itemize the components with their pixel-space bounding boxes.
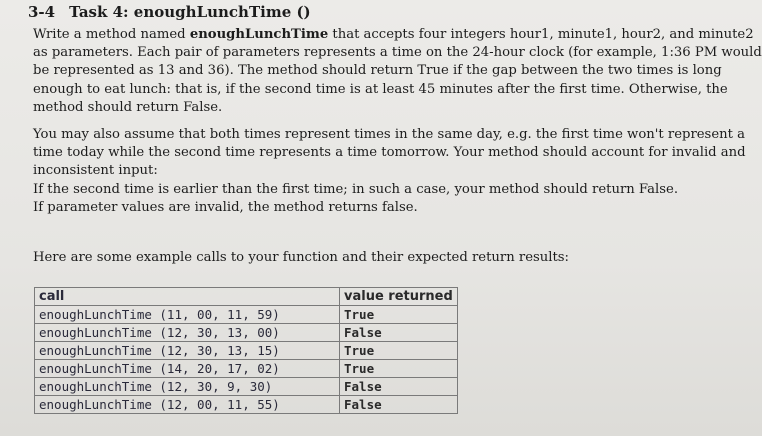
call-cell: enoughLunchTime (12, 00, 11, 55): [35, 396, 340, 414]
method-name: enoughLunchTime: [189, 27, 329, 42]
task-title: Task 4: enoughLunchTime (): [69, 3, 311, 21]
table-row: [35, 342, 458, 360]
header-call: call: [35, 288, 340, 306]
description-paragraph: [33, 26, 762, 117]
value-cell: False: [340, 396, 458, 414]
description-line: method should return False.: [33, 99, 223, 115]
assumption-line: time today while the second time represents a time tomorrow. Your method should account for invalid and: [33, 145, 746, 161]
task-heading: [28, 3, 311, 21]
table-header-row: [35, 288, 458, 306]
assumptions-paragraph: [33, 126, 746, 217]
description-line: as parameters. Each pair of parameters represents a time on the 24-hour clock (for example, 1:36 PM would: [33, 45, 762, 61]
table-row: [35, 378, 458, 396]
assumption-line: You may also assume that both times represent times in the same day, e.g. the first time won't represent a: [33, 127, 745, 142]
examples-intro: Here are some example calls to your function and their expected return results:: [33, 250, 569, 265]
description-line: be represented as 13 and 36). The method should return True if the gap between the two times is long: [33, 63, 722, 79]
value-cell: True: [340, 306, 458, 324]
call-cell: enoughLunchTime (14, 20, 17, 02): [35, 360, 340, 378]
assumption-line: If parameter values are invalid, the method returns false.: [33, 199, 418, 215]
call-cell: enoughLunchTime (12, 30, 13, 15): [35, 342, 340, 360]
table-row: [35, 324, 458, 342]
call-cell: enoughLunchTime (12, 30, 13, 00): [35, 324, 340, 342]
assumption-line: inconsistent input:: [33, 163, 158, 179]
value-cell: False: [340, 324, 458, 342]
table-row: [35, 360, 458, 378]
description-line: Write a method named enoughLunchTime that accepts four integers hour1, minute1, hour2, and minute2: [33, 27, 754, 42]
value-cell: True: [340, 360, 458, 378]
table-row: [35, 306, 458, 324]
examples-table: [34, 287, 458, 414]
header-value-returned: value returned: [340, 288, 458, 306]
call-cell: enoughLunchTime (12, 30, 9, 30): [35, 378, 340, 396]
table-row: [35, 396, 458, 414]
value-cell: False: [340, 378, 458, 396]
description-line: enough to eat lunch: that is, if the second time is at least 45 minutes after the first time. Otherwise, the: [33, 81, 728, 97]
task-number: 3-4: [28, 3, 56, 21]
value-cell: True: [340, 342, 458, 360]
assumption-line: If the second time is earlier than the first time; in such a case, your method should return False.: [33, 181, 679, 197]
call-cell: enoughLunchTime (11, 00, 11, 59): [35, 306, 340, 324]
